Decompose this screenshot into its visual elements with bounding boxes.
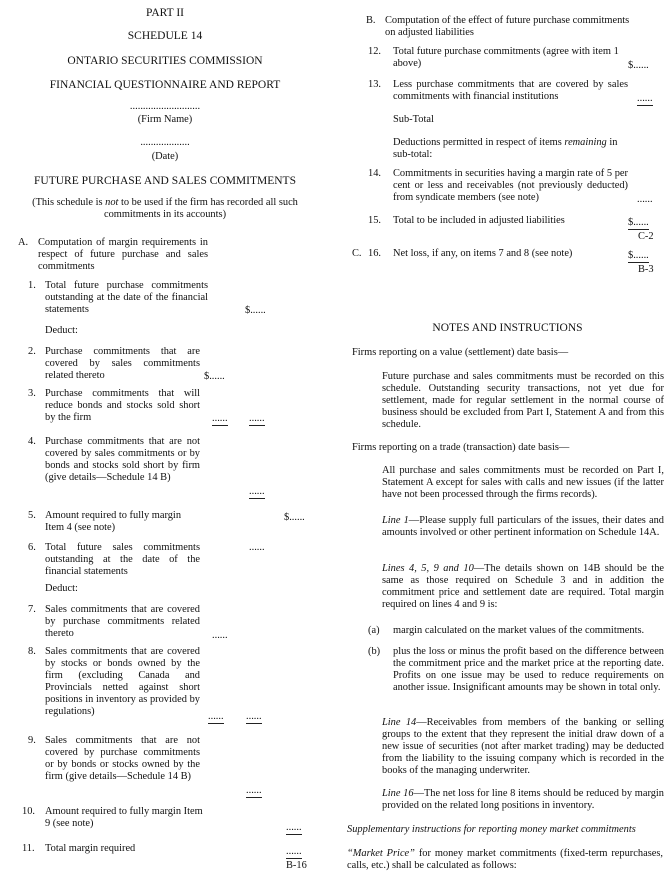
line-4-text: Purchase commitments that are not covered by sales commitments or by bonds and stocks sold short by firm (give details—Schedule 14 B) — [45, 436, 200, 483]
line-12-number: 12. — [368, 46, 381, 57]
line-3-text: Purchase commitments that will reduce bonds and stocks sold short by the firm — [45, 388, 200, 423]
line-5-number: 5. — [28, 510, 36, 521]
note-a-label: (a) — [368, 625, 380, 636]
line-15-ref: C-2 — [638, 231, 654, 242]
line-14-note: Line 14—Receivables from members of the banking or selling groups to the extent that they represent the initial draw down of a new issue of securities (not after market trading) may be deducted from the liability to the issuing company which is recorded in the books of the managing underwriter. — [382, 717, 664, 776]
line-10-text: Amount required to fully margin Item 9 (see note) — [45, 806, 203, 829]
line-15-text: Total to be included in adjusted liabilities — [393, 215, 565, 226]
part-heading: PART II — [146, 7, 184, 19]
line-3-number: 3. — [28, 388, 36, 399]
subtitle-not: not — [105, 197, 119, 208]
commission-heading: ONTARIO SECURITIES COMMISSION — [67, 55, 263, 67]
deduct-label-1: Deduct: — [45, 325, 78, 336]
note-b-text: plus the loss or minus the profit based on the difference between the commitment price and the market price at the reporting date. Profits on one issue may be used to reduce requirements on another issue. Insignificant amounts may be shown in total only. — [393, 646, 664, 693]
trade-basis-heading: Firms reporting on a trade (transaction) date basis— — [352, 442, 570, 453]
section-a-letter: A. — [18, 237, 29, 248]
line-3-value-b: ...... — [249, 413, 265, 424]
line-14-number: 14. — [368, 168, 381, 179]
line-16-value: $...... — [628, 250, 649, 261]
line-13-value: ...... — [637, 93, 653, 104]
lines-4-5-9-10-note: Lines 4, 5, 9 and 10—The details shown on 14B should be the same as those required on Schedule 3 and in addition the commitment price and settlement date are required. Total margin required on lines 4 and 9 is: — [382, 563, 664, 610]
line-13-number: 13. — [368, 79, 381, 90]
notes-heading: NOTES AND INSTRUCTIONS — [432, 322, 583, 334]
value-basis-heading: Firms reporting on a value (settlement) date basis— — [352, 347, 569, 358]
line-5-value: $...... — [284, 512, 305, 523]
line-6-number: 6. — [28, 542, 36, 553]
line-1-text: Total future purchase commitments outstanding at the date of the financial statements — [45, 280, 208, 315]
section-c-letter: C. — [352, 248, 362, 259]
line-2-value: $...... — [204, 371, 225, 382]
trade-basis-text: All purchase and sales commitments must be recorded on Part I, Statement A except for sales with calls and new issues (if the latter have not been processed through the firms records). — [382, 465, 664, 500]
line-10-value: ...... — [286, 822, 302, 833]
firm-name-field: ........................... — [129, 101, 201, 112]
line-1-note: Line 1—Please supply full particulars of the issues, their dates and amounts involved or other pertinent information on Schedule 14A. — [382, 515, 664, 538]
schedule-subtitle: (This schedule is not to be used if the firm has recorded all such commitments in its accounts) — [32, 197, 298, 220]
schedule-heading: SCHEDULE 14 — [127, 30, 203, 42]
line-2-text: Purchase commitments that are covered by sales commitments related thereto — [45, 346, 200, 381]
section-a-heading: Computation of margin requirements in respect of future purchase and sales commitments — [38, 237, 208, 272]
report-heading: FINANCIAL QUESTIONNAIRE AND REPORT — [49, 79, 281, 91]
line-8-value-b: ...... — [246, 711, 262, 722]
note-b-label: (b) — [368, 646, 381, 657]
deductions-text: Deductions permitted in respect of items remaining in sub-total: — [393, 137, 618, 160]
line-13-text: Less purchase commitments that are covered by sales commitments with financial institutions — [393, 79, 628, 102]
supplementary-heading: Supplementary instructions for reporting money market commitments — [347, 824, 636, 835]
line-15-number: 15. — [368, 215, 381, 226]
line-12-value: $...... — [628, 60, 649, 71]
deduct-label-2: Deduct: — [45, 583, 78, 594]
line-5-text: Amount required to fully margin Item 4 (see note) — [45, 510, 182, 533]
line-12-text: Total future purchase commitments (agree with item 1 above) — [393, 46, 619, 69]
deductions-remaining: remaining — [564, 137, 607, 148]
line-6-value: ...... — [249, 542, 265, 553]
line-15-value: $...... — [628, 217, 649, 228]
line-11-ref: B-16 — [286, 860, 307, 871]
value-basis-text: Future purchase and sales commitments must be recorded on this schedule. Outstanding security transactions, not yet due for settlement, made for regular settlement in the normal course of business should be excluded from Part I, Statement A and from this schedule. — [382, 371, 664, 430]
line-3-value-a: ...... — [212, 413, 228, 424]
line-9-number: 9. — [28, 735, 36, 746]
line-16-note: Line 16—The net loss for line 8 items should be reduced by margin provided on the related long positions in inventory. — [382, 788, 665, 811]
line-1-value: $...... — [245, 305, 266, 316]
line-8-value-a: ...... — [208, 711, 224, 722]
sub-total-label: Sub-Total — [393, 114, 434, 125]
line-4-value: ...... — [249, 486, 265, 497]
line-10-number: 10. — [22, 806, 35, 817]
line-14-text: Commitments in securities having a margin rate of 5 per cent or less and receivables (not previously deducted) from syndicate members (see note) — [393, 168, 628, 203]
line-6-text: Total future sales commitments outstanding at the date of the financial statements — [45, 542, 200, 577]
line-8-text: Sales commitments that are covered by stocks or bonds owned by the firm (excluding Canada and Provincials netted against short positions in inventory as provided by regulations) — [45, 646, 200, 717]
line-11-number: 11. — [22, 843, 35, 854]
line-9-value: ...... — [246, 785, 262, 796]
note-a-text: margin calculated on the market values of the commitments. — [393, 625, 645, 636]
line-16-ref: B-3 — [638, 264, 654, 275]
line-7-value: ...... — [212, 630, 228, 641]
line-4-number: 4. — [28, 436, 36, 447]
section-b-letter: B. — [366, 15, 376, 26]
line-7-text: Sales commitments that are covered by purchase commitments related thereto — [45, 604, 200, 639]
market-price-text: “Market Price” for money market commitments (fixed-term repurchases, calls, etc.) shall be calculated as follows: — [347, 848, 663, 871]
line-16-text: Net loss, if any, on items 7 and 8 (see note) — [393, 248, 573, 259]
page-title: FUTURE PURCHASE AND SALES COMMITMENTS — [34, 175, 296, 187]
line-8-number: 8. — [28, 646, 36, 657]
line-11-text: Total margin required — [45, 843, 136, 854]
line-7-number: 7. — [28, 604, 36, 615]
line-2-number: 2. — [28, 346, 36, 357]
firm-name-label: (Firm Name) — [137, 114, 193, 125]
line-16-number: 16. — [368, 248, 381, 259]
line-11-value: ...... — [286, 846, 302, 857]
line-1-number: 1. — [28, 280, 36, 291]
date-label: (Date) — [151, 151, 179, 162]
line-9-text: Sales commitments that are not covered by purchase commitments or by bonds or stocks owned by the firm (give details—Schedule 14 B) — [45, 735, 200, 782]
line-14-value: ...... — [637, 194, 653, 205]
section-b-heading: Computation of the effect of future purchase commitments on adjusted liabilities — [385, 15, 630, 38]
date-field: ................... — [140, 137, 190, 148]
